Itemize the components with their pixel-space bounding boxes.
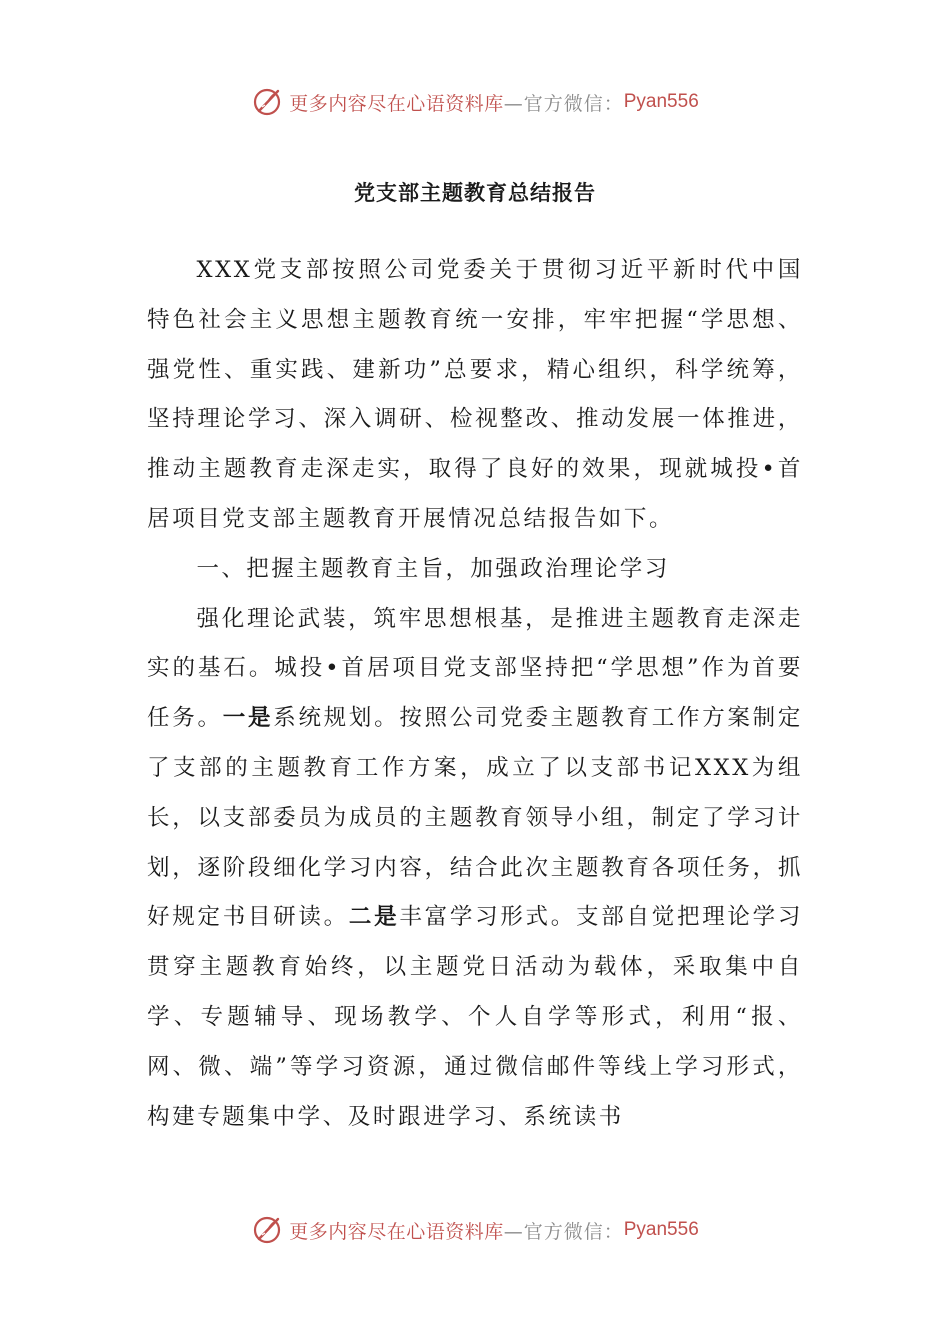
document-title: 党支部主题教育总结报告 [354, 180, 596, 205]
paragraph-section-1-part2: 系统规划。按照公司党委主题教育工作方案制定了支部的主题教育工作方案，成立了以支部书记XXX为组长，以支部委员为成员的主题教育领导小组，制定了学习计划，逐阶段细化学习内容，结合此次主题教育各项任务，抓好规定书目研读。 [147, 705, 804, 931]
quill-logo-icon [251, 85, 285, 119]
banner-separator-text: —官方微信： [503, 92, 624, 115]
section-heading-1: 一、把握主题教育主旨，加强政治理论学习 [196, 555, 670, 582]
header-banner [0, 82, 950, 122]
paragraph-intro: XXX党支部按照公司党委关于贯彻习近平新时代中国特色社会主义思想主题教育统一安排，牢牢把握“学思想、强党性、重实践、建新功”总要求，精心组织，科学统筹，坚持理论学习、深入调研、检视整改、推动发展一体推进，推动主题教育走深走实，取得了良好的效果，现就城投•首居项目党支部主题教育开展情况总结报告如下。 [147, 257, 803, 532]
banner-separator-text: —官方微信： [503, 1220, 624, 1243]
banner-wechat-id: Pyan556 [623, 1219, 699, 1240]
emphasis-second-point: 二是 [348, 904, 400, 931]
footer-banner [0, 1210, 950, 1250]
quill-logo-icon [251, 1213, 285, 1247]
document-body [147, 246, 803, 1142]
paragraph-section-1-part1: 强化理论武装，筑牢思想根基，是推进主题教育走深走实的基石。城投•首居项目党支部坚持把“学思想”作为首要任务。 [147, 605, 803, 732]
paragraph-section-1 [147, 595, 803, 1143]
banner-wechat-id: Pyan556 [623, 91, 699, 112]
banner-main-text: 更多内容尽在心语资料库 [289, 92, 504, 115]
emphasis-first-point: 一是 [222, 705, 274, 732]
paragraph-section-1-part3: 丰富学习形式。支部自觉把理论学习贯穿主题教育始终，以主题党日活动为载体，采取集中自学、专题辅导、现场教学、个人自学等形式，利用“报、网、微、端”等学习资源，通过微信邮件等线上学习形式，构建专题集中学、及时跟进学习、系统读书 [147, 904, 804, 1130]
banner-main-text: 更多内容尽在心语资料库 [289, 1220, 504, 1243]
